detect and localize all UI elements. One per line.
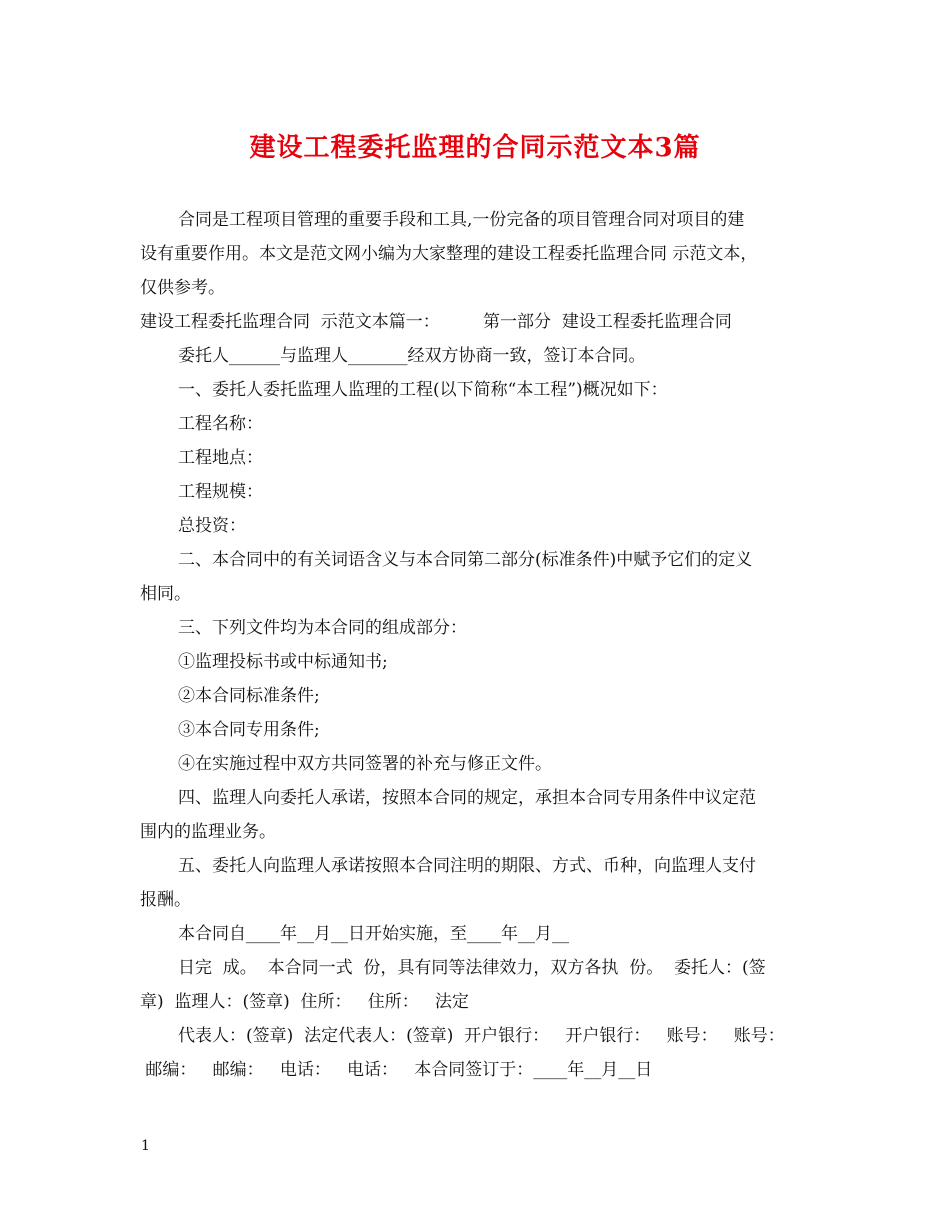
paragraph-line: 合同是工程项目管理的重要手段和工具,一份完备的项目管理合同对项目的建 (178, 210, 745, 230)
document-body (140, 203, 820, 1087)
paragraph-line: 总投资： (178, 516, 246, 536)
document-title: 建设工程委托监理的合同示范文本3篇 (249, 133, 701, 163)
paragraph-line: 本合同自____年__月__日开始实施，至____年__月__ (178, 924, 569, 944)
paragraph-line: 三、下列文件均为本合同的组成部分： (178, 618, 467, 638)
paragraph-line: 仅供参考。 (140, 278, 225, 298)
paragraph-line: 二、本合同中的有关词语含义与本合同第二部分(标准条件)中赋予它们的定义 (178, 550, 753, 570)
paragraph-line: 设有重要作用。本文是范文网小编为大家整理的建设工程委托监理合同 示范文本， (140, 244, 758, 264)
paragraph-line: 日完 成。 本合同一式 份，具有同等法律效力，双方各执 份。 委托人：(签 (178, 958, 766, 978)
paragraph-line: 建设工程委托监理合同 示范文本篇一： 第一部分 建设工程委托监理合同 (140, 312, 732, 332)
paragraph-line: 章) 监理人：(签章) 住所： 住所： 法定 (140, 992, 469, 1012)
paragraph-line: ③本合同专用条件; (178, 720, 320, 740)
paragraph-line: 委托人______与监理人_______经双方协商一致，签订本合同。 (178, 346, 646, 366)
paragraph-line: 工程地点： (178, 448, 263, 468)
paragraph-line: 四、监理人向委托人承诺，按照本合同的规定，承担本合同专用条件中议定范 (178, 788, 756, 808)
paragraph-line: 工程名称： (178, 414, 263, 434)
paragraph-line: 报酬。 (140, 890, 191, 910)
paragraph-line: 邮编： 邮编： 电话： 电话： 本合同签订于：____年__月__日 (140, 1060, 653, 1080)
page-number: 1 (141, 1138, 150, 1154)
paragraph-line: ①监理投标书或中标通知书; (178, 652, 388, 672)
paragraph-line: 五、委托人向监理人承诺按照本合同注明的期限、方式、币种，向监理人支付 (178, 856, 756, 876)
paragraph-line: ②本合同标准条件; (178, 686, 320, 706)
paragraph-line: 相同。 (140, 584, 191, 604)
paragraph-line: 一、委托人委托监理人监理的工程(以下简称“本工程”)概况如下： (178, 380, 668, 400)
paragraph-line: 工程规模： (178, 482, 263, 502)
paragraph-line: 代表人：(签章) 法定代表人：(签章) 开户银行： 开户银行： 账号： 账号： (178, 1026, 785, 1046)
paragraph-line: ④在实施过程中双方共同签署的补充与修正文件。 (178, 754, 552, 774)
paragraph-line: 围内的监理业务。 (140, 822, 276, 842)
